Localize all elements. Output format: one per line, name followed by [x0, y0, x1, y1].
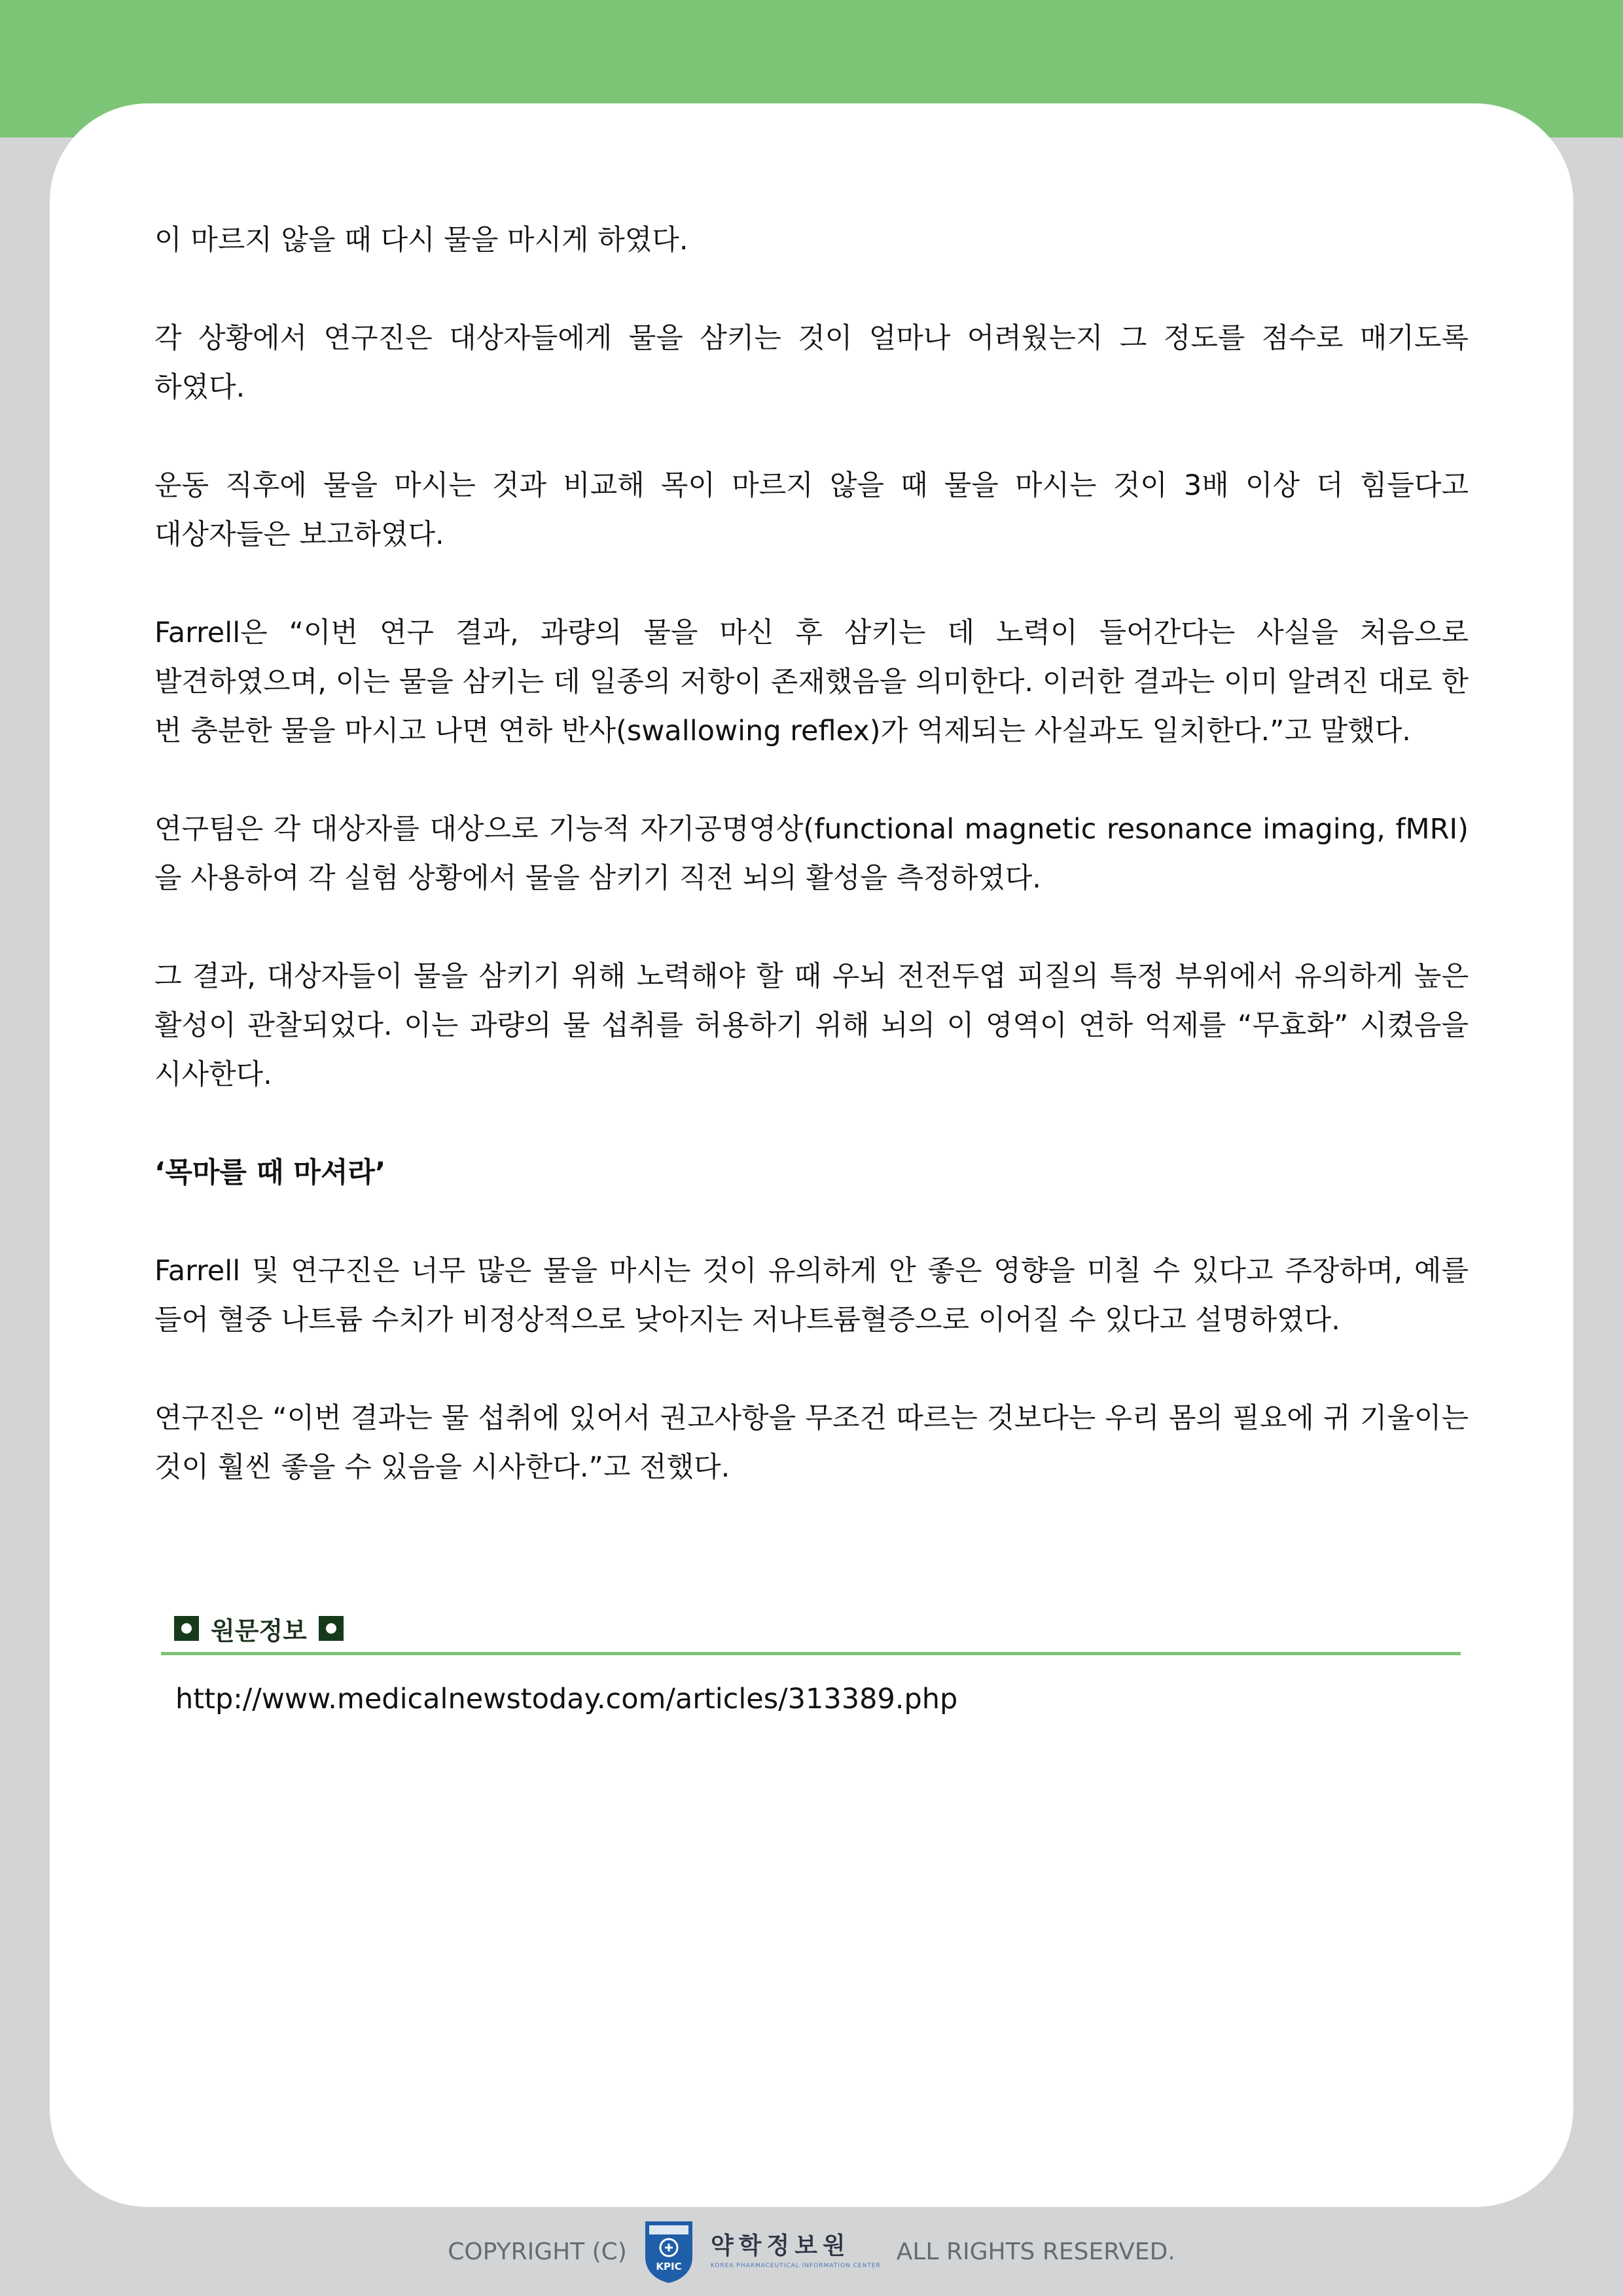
paragraph-2: 각 상황에서 연구진은 대상자들에게 물을 삼키는 것이 얼마나 어려웠는지 그 정도를 점수로 매기도록 하였다.: [154, 322, 1469, 404]
bullet-right-icon: [319, 1616, 344, 1641]
paragraph-3: 운동 직후에 물을 마시는 것과 비교해 목이 마르지 않을 때 물을 마시는 것이 3배 이상 더 힘들다고 대상자들은 보고하였다.: [154, 469, 1469, 551]
paragraph-5: 연구팀은 각 대상자를 대상으로 기능적 자기공명영상(functional magnetic resonance imaging, fMRI)을 사용하여 각 실험 상황에서 물을 삼키기 직전 뇌의 활성을 측정하였다.: [154, 813, 1469, 895]
paragraph-8: 연구진은 “이번 결과는 물 섭취에 있어서 권고사항을 무조건 따르는 것보다는 우리 몸의 필요에 귀 기울이는 것이 훨씬 좋을 수 있음을 시사한다.”고 전했다.: [154, 1402, 1469, 1484]
copyright-right: ALL RIGHTS RESERVED.: [896, 2238, 1175, 2265]
copyright-left: COPYRIGHT (C): [448, 2238, 627, 2265]
source-info-title: 원문정보: [211, 1616, 307, 1645]
source-url-link[interactable]: http://www.medicalnewstoday.com/articles/313389.php: [175, 1683, 958, 1715]
kpic-logo-text: KPIC: [656, 2261, 682, 2272]
org-name: [711, 2232, 881, 2271]
paragraph-4: Farrell은 “이번 연구 결과, 과량의 물을 마신 후 삼키는 데 노력이 들어간다는 사실을 처음으로 발견하였으며, 이는 물을 삼키는 데 일종의 저항이 존재했음을 의미한다. 이러한 결과는 이미 알려진 대로 한 번 충분한 물을 마시고 나면 연하 반사(swallowing reflex)가 억제되는 사실과도 일치한다.”고 말했다.: [154, 617, 1469, 747]
section-heading: ‘목마를 때 마셔라’: [154, 1157, 386, 1189]
paragraph-1: 이 마르지 않을 때 다시 물을 마시게 하였다.: [154, 224, 688, 257]
org-name-english: KOREA PHARMACEUTICAL INFORMATION CENTER: [710, 2263, 881, 2269]
kpic-logo-icon: [643, 2219, 695, 2284]
org-name-korean: 약학정보원: [710, 2233, 851, 2259]
footer: [0, 2207, 1623, 2296]
article-body: [154, 216, 1469, 1541]
source-info-header: [161, 1605, 1461, 1655]
paragraph-7: Farrell 및 연구진은 너무 많은 물을 마시는 것이 유의하게 안 좋은 영향을 미칠 수 있다고 주장하며, 예를 들어 혈중 나트륨 수치가 비정상적으로 낮아지는 저나트륨혈증으로 이어질 수 있다고 설명하였다.: [154, 1255, 1469, 1336]
bullet-left-icon: [174, 1616, 199, 1641]
source-info: [161, 1605, 1461, 1724]
paragraph-6: 그 결과, 대상자들이 물을 삼키기 위해 노력해야 할 때 우뇌 전전두엽 피질의 특정 부위에서 유의하게 높은 활성이 관찰되었다. 이는 과량의 물 섭취를 허용하기 위해 뇌의 이 영역이 연하 억제를 “무효화” 시켰음을 시사한다.: [154, 960, 1469, 1091]
